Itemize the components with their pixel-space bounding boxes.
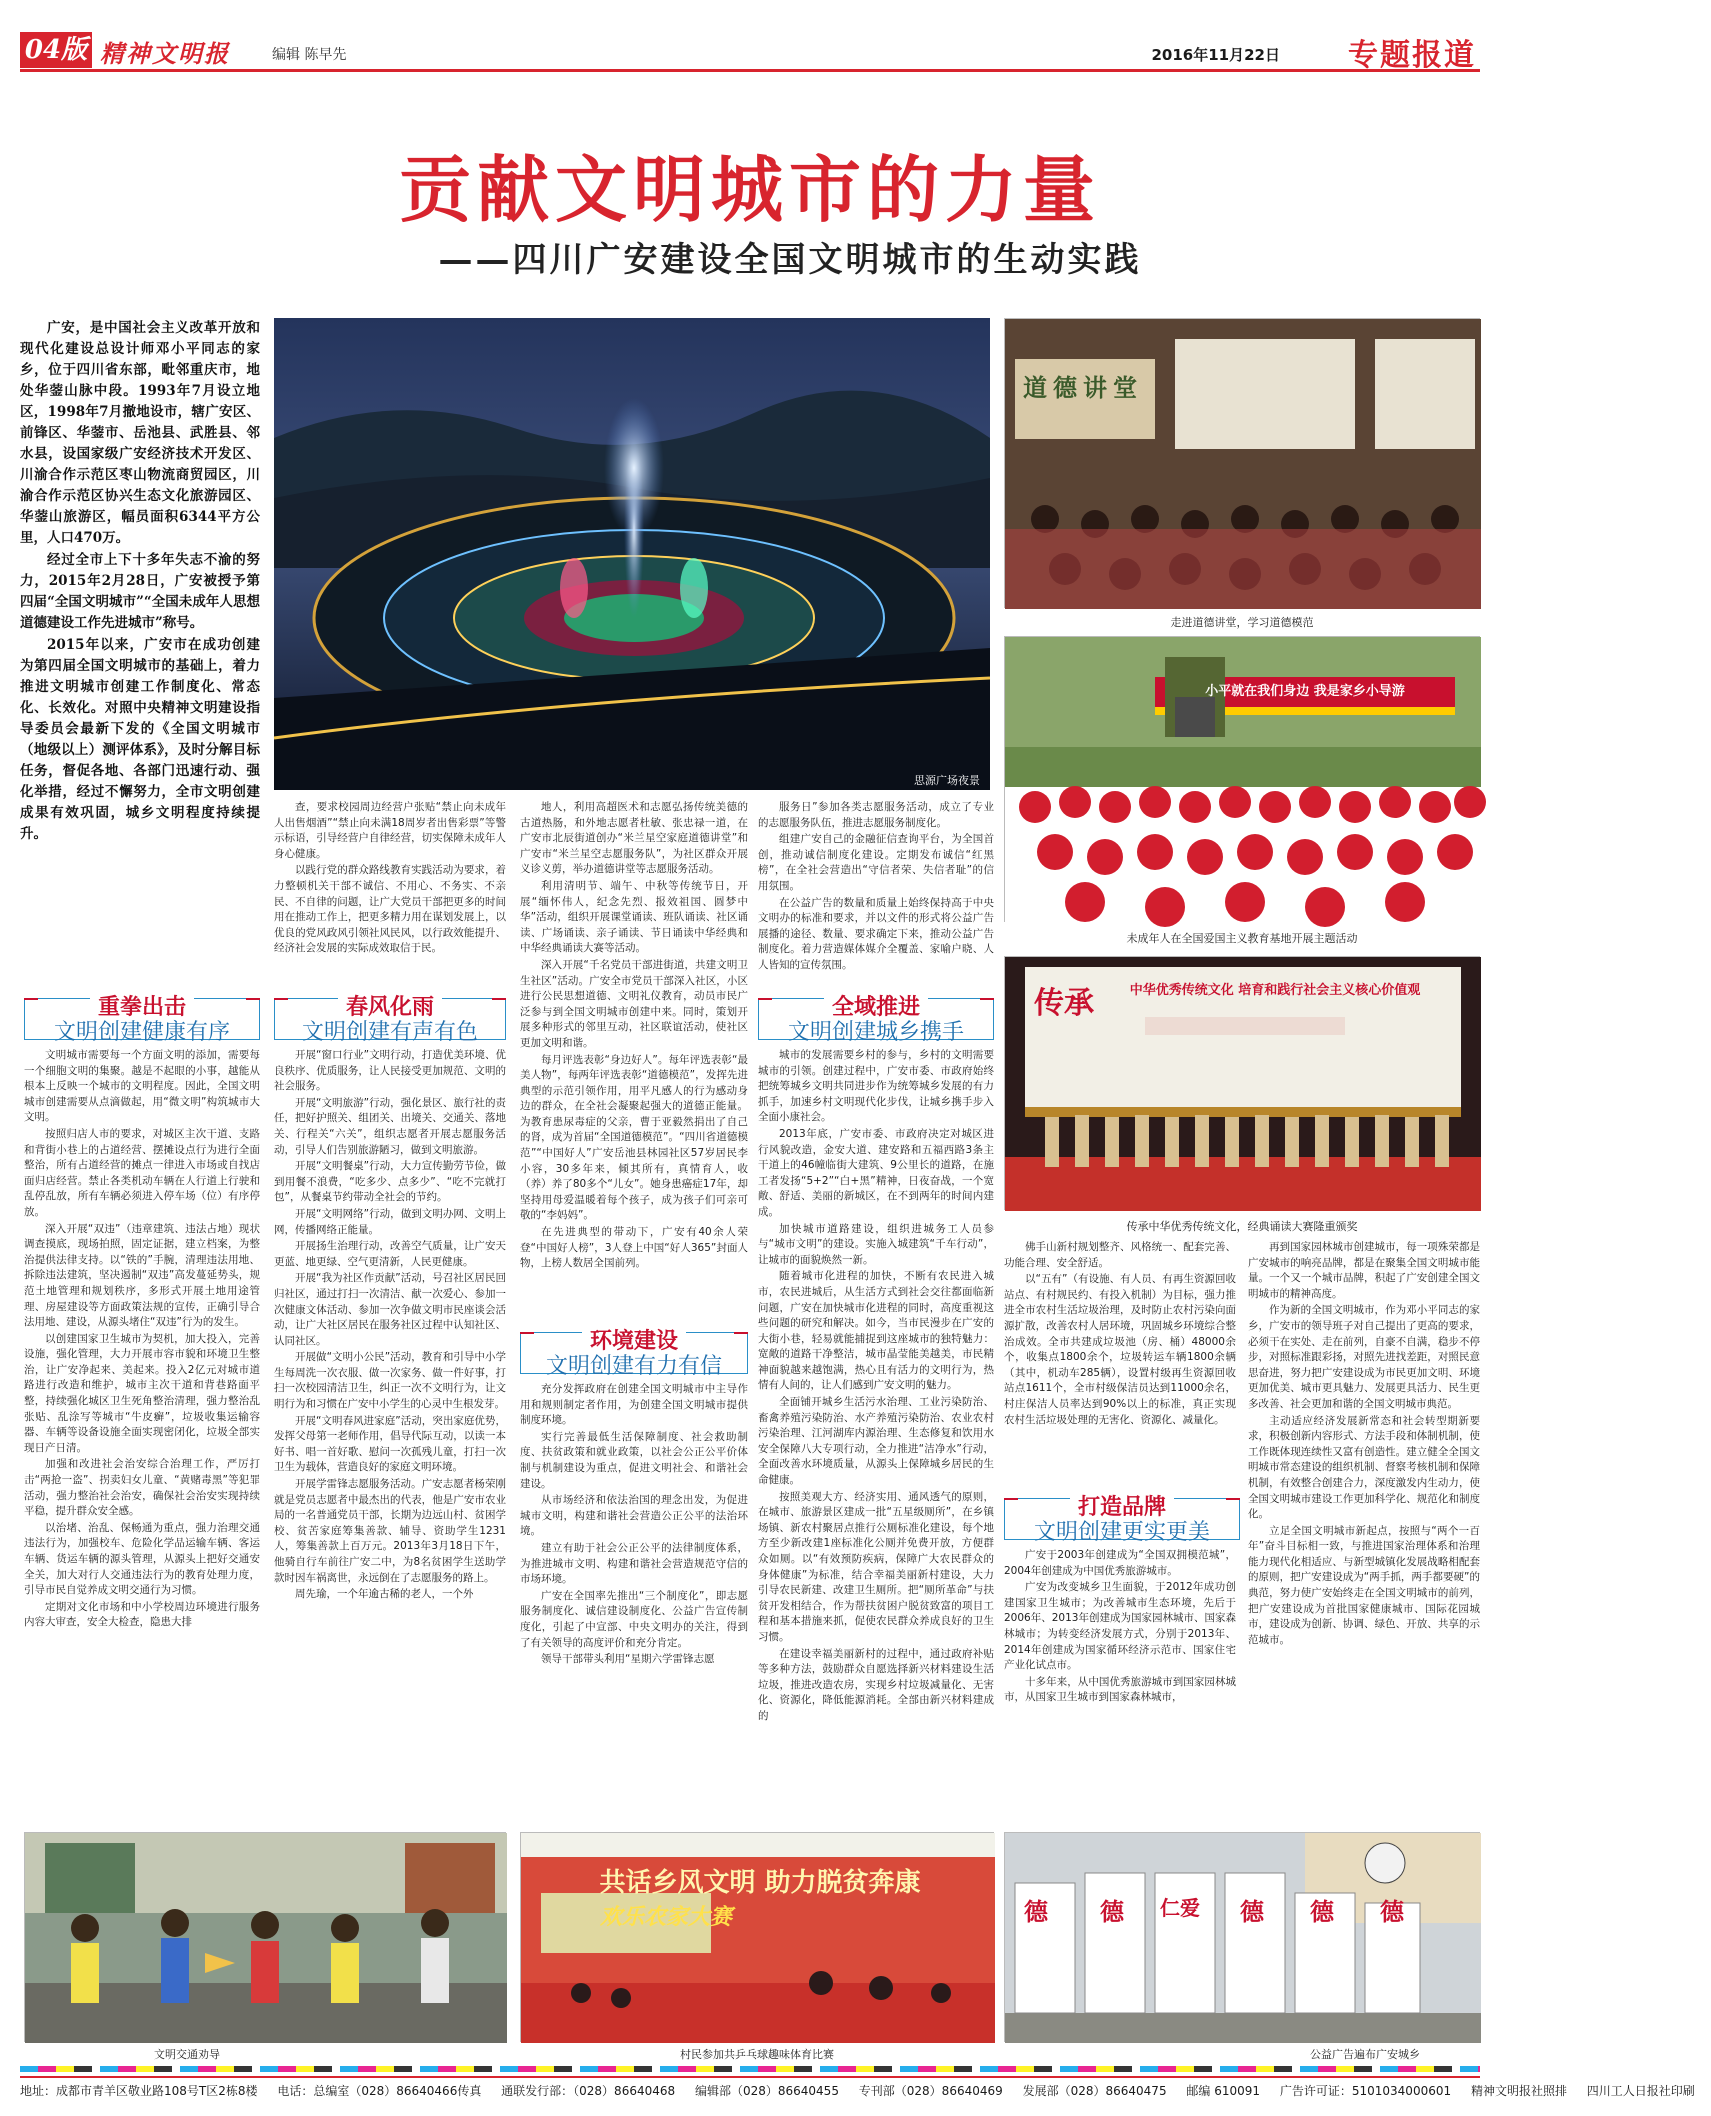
body-column (520, 800, 748, 1322)
fountain-night-photo (274, 318, 990, 790)
body-column (1004, 1240, 1236, 1490)
paragraph: 查，要求校园周边经营户张贴“禁止向未成年人出售烟酒”“禁止向未满18周岁者出售彩票”等警示标语，引导经营户自律经营，切实保障未成年人身心健康。 (274, 801, 506, 860)
poster-word: 德 (1380, 1898, 1404, 1926)
section-header (1004, 1494, 1240, 1545)
paragraph: 佛手山新村规划整齐、风格统一、配套完善、功能合理、安全舒适。 (1004, 1241, 1236, 1269)
body-column (520, 1382, 748, 1822)
paragraph: 开展“文明旅游”行动，强化景区、旅行社的责任，把好护照关、组团关、出境关、交通关、落地关、行程关“六关”，组织志愿者开展志愿服务活动，引导人们告别旅游陋习，做到文明旅游。 (274, 1096, 506, 1156)
paragraph: 从市场经济和依法治国的理念出发，为促进城市文明，构建和谐社会营造公正公平的法治环境。 (520, 1494, 748, 1538)
moral-lecture-banner: 道德讲堂 (1023, 373, 1143, 402)
registration-color-bar (20, 2066, 1480, 2072)
body-column (274, 800, 506, 990)
village-caption: 村民参加共乒乓球趣味体育比赛 (680, 2048, 834, 2061)
paragraph: 开展学雷锋志愿服务活动。广安志愿者杨荣刚就是党员志愿者中最杰出的代表，他是广安市农业局的一名普通党员干部，长期为边远山村、贫困学校、贫苦家庭筹集善款、辅导、资助学生1231人，筹集善款上百万元。2013年3月18日下午，他骑自行车前往广安二中，为8名贫困学生送助学款时因车祸离世，永远倒在了志愿服务的路上。 (274, 1478, 506, 1584)
poster-word: 德 (1240, 1898, 1264, 1926)
paragraph: 加快城市道路建设，组织进城务工人员参与“城市文明”的建设。实施入城建筑“千车行动”，让城市的面貌焕然一新。 (758, 1222, 994, 1266)
poster-word: 德 (1024, 1898, 1048, 1926)
footer-development: 发展部（028）86640475 (1022, 2084, 1167, 2098)
village-banner: 共话乡风文明 助力脱贫奔康 (599, 1868, 921, 1898)
intro-paragraph: 2015年以来，广安市在成功创建为第四届全国文明城市的基础上，着力推进文明城市创建工作制度化、常态化、长效化。对照中央精神文明建设指导委员会最新下发的《全国文明城市（地级以上）测评体系》，及时分解目标任务，督促各地、各部门迅速行动、强化举措，经过不懈努力，全市文明创建成果有效巩固，城乡文明程度持续提升。 (20, 637, 260, 842)
paragraph: 在建设幸福美丽新村的过程中，通过政府补贴等多种方法，鼓励群众自愿选择新兴材料建设生活垃圾，推进改造农房，实现乡村垃圾减量化、无害化、资源化，降低能源消耗。全部由新兴材料建成的 (758, 1647, 994, 1722)
paragraph: 作为新的全国文明城市，作为邓小平同志的家乡，广安市的领导班子对自己提出了更高的要求，必须干在实处、走在前列，自豪不自满，稳步不停步，对照标准跟彩扬，对照先进找差距，对照民意思奋进，努力把广安建设成为市民更加文明、环境更加优美、城市更具魅力、发展更具活力、民生更多改善、社会更加和谐的全国文明城市典范。 (1248, 1304, 1480, 1410)
paragraph: 开展做“文明小公民”活动，教育和引导中小学生每周洗一次衣服、做一次家务、做一件好事，打扫一次校园清洁卫生，纠正一次不文明行为，让文明行为和习惯在广安中小学生的心灵中生根发芽。 (274, 1351, 506, 1411)
section-subtitle: 文明创建有声有色 (301, 1020, 478, 1045)
masthead (20, 28, 1480, 72)
stage-award-caption: 传承中华优秀传统文化，经典诵读大赛隆重颁奖 (1126, 1220, 1358, 1233)
paragraph: 领导干部带头利用“星期六学雷锋志愿 (541, 1653, 715, 1666)
paragraph: 广安于2003年创建成为“全国双拥模范城”，2004年创建成为中国优秀旅游城市。 (1004, 1549, 1236, 1577)
paragraph: 实行完善最低生活保障制度、社会救助制度、扶贫政策和就业政策，以社会公正公平价体制与机制建设为重点，促进文明社会、和谐社会建设。 (520, 1430, 748, 1490)
paragraph: 充分发挥政府在创建全国文明城市中主导作用和规则制定者作用，为创建全国文明城市提供制度环境。 (520, 1383, 748, 1427)
paper-name: 精神文明报 (100, 39, 230, 68)
body-column (1248, 1240, 1480, 1822)
paragraph: 随着城市化进程的加快，不断有农民进入城市，农民进城后，从生活方式到社会交往都面临新问题，广安在加快城市化进程的同时，高度重视这些问题的研究和解决。如今，当市民漫步在广安的大街小巷，轻易就能捕捉到这座城市的独特魅力：宽敞的道路干净整洁，城市晶莹能美越美，市民精神面貌越来越饱满，热心且有活力的文明行为，热情有人间的，让人们感到广安文明的魅力。 (758, 1270, 994, 1392)
intro-paragraph: 广安，是中国社会主义改革开放和现代化建设总设计师邓小平同志的家乡，位于四川省东部，毗邻重庆市，地处华蓥山脉中段。1993年7月设立地区，1998年7月撤地设市，辖广安区、前锋区、华蓥市、岳池县、武胜县、邻水县，设国家级广安经济技术开发区、川渝合作示范区枣山物流商贸园区，川渝合作示范区协兴生态文化旅游园区、华蓥山旅游区，幅员面积6344平方公里，人口470万。 (20, 320, 260, 546)
footer-postcode: 邮编 610091 (1186, 2084, 1261, 2098)
section-header (274, 994, 506, 1045)
section-title: 打造品牌 (1070, 1495, 1174, 1519)
paragraph: 2013年底，广安市委、市政府决定对城区进行风貌改造，金安大道、建安路和五福西路3条主干道上的46幢临街大建筑、9公里长的道路，在施工者发扬“5+2”“白+黑”精神，日夜奋战，一个宽敞、舒适、美丽的新城区，在不到两年的时间内建成。 (758, 1127, 994, 1218)
traffic-illustration (25, 1833, 507, 2043)
footer-ad-license: 广告许可证：5101034000601 (1279, 2084, 1452, 2098)
posters-illustration (1005, 1833, 1481, 2043)
footer-phone: 电话：总编室（028）86640466传真 (277, 2084, 482, 2098)
paragraph: 组建广安自己的金融征信查询平台，为全国首创，推动诚信制度化建设。定期发布诚信“红黑榜”，在全社会营造出“守信者荣、失信者耻”的信用氛围。 (758, 833, 994, 892)
paragraph: 以践行党的群众路线教育实践活动为要求，着力整顿机关干部不诚信、不用心、不务实、不亲民、不自律的问题，让广大党员干部把更多的时间用在推动工作上，把更多精力用在谋划发展上，以优良的党风政风引领社风民风，以行政效能提升、经济社会发展的实际成效取信于民。 (274, 864, 506, 955)
footer-editorial: 编辑部（028）86640455 (694, 2084, 839, 2098)
paragraph: 利用清明节、端午、中秋等传统节日，开展“缅怀伟人，纪念先烈、报效祖国、圆梦中华”活动，组织开展课堂诵读、班队诵读、社区诵读、广场诵读、亲子诵读、节日诵读中华经典和中华经典诵读大赛等活动。 (520, 879, 748, 955)
section-title: 环境建设 (582, 1329, 686, 1353)
paragraph: 建立有助于社会公正公平的法律制度体系，为推进城市文明、构建和谐社会营造规范守信的市场环境。 (520, 1541, 748, 1586)
section-subtitle: 文明创建城乡携手 (787, 1020, 964, 1045)
paragraph: 开展“文明春风进家庭”活动，突出家庭优势，发挥父母第一老师作用，倡导代际互动，以读一本好书、唱一首好歌、慰问一次孤残儿童，打扫一次卫生为载体，营造良好的家庭文明环境。 (274, 1414, 506, 1474)
paragraph: 定期对文化市场和中小学校周边环境进行服务内容大审查，安全大检查，隐患大排 (24, 1600, 260, 1629)
paragraph: 开展“文明餐桌”行动，大力宣传勤劳节俭，做到用餐不浪费，“吃多少、点多少”、“吃不完就打包”，从餐桌节约带动全社会的节约。 (274, 1160, 506, 1204)
body-column (274, 1048, 506, 1822)
sub-headline: ——四川广安建设全国文明城市的生动实践 (438, 240, 1142, 280)
stage-banner-small: 中华优秀传统文化 培育和践行社会主义核心价值观 (1129, 983, 1421, 998)
footer-printing: 四川工人日报社印刷 (1586, 2084, 1695, 2098)
paragraph: 广安为改变城乡卫生面貌，于2012年成功创建国家卫生城市；为改善城市生态环境，先后于2006年、2013年创建成为国家园林城市、国家森林城市；为转变经济发展方式，分别于2013年、2014年创建成为国家循环经济示范市、国家住宅产业化试点市。 (1004, 1581, 1236, 1672)
main-headline: 贡献文明城市的力量 (398, 147, 1101, 232)
fountain-caption: 思源广场夜景 (914, 774, 980, 787)
footer-address: 地址：成都市青羊区敬业路108号T区2栋8楼 (20, 2084, 258, 2098)
village-banner-2: 欢乐农家大赛 (600, 1904, 733, 1930)
paragraph: 全面铺开城乡生活污水治理、工业污染防治、畜禽养殖污染防治、水产养殖污染防治、农业农村污染治理、江河湖库内源治理、生态修复和饮用水安全保障八大专项行动，全力推进“洁净水”行动，全面改善水环境质量，从源头上保障城乡居民的生命健康。 (758, 1396, 994, 1487)
paragraph: 开展“文明网络”行动，做到文明办网、文明上网，传播网络正能量。 (274, 1207, 506, 1236)
moral-lecture-illustration (1005, 319, 1481, 609)
paragraph: 开展“窗口行业”文明行动，打造优美环境、优良秩序、优质服务，让人民接受更加规范、文明的社会服务。 (274, 1049, 506, 1093)
footer-special: 专刊部（028）86640469 (858, 2084, 1003, 2098)
paragraph: 以治堵、治乱、保畅通为重点，强力治理交通违法行为，加强校车、危险化学品运输车辆、客运车辆、货运车辆的源头管理，从源头上把好交通安全关，加大对行人交通违法行为的教育处理力度，引导市民自觉养成文明交通行为习惯。 (24, 1521, 260, 1597)
paragraph: 在先进典型的带动下，广安有40余人荣登“中国好人榜”，3人登上中国“好人365”封面人物，上榜人数居全国前列。 (520, 1226, 748, 1270)
paragraph: 深入开展“双违”（违章建筑、违法占地）现状调查摸底，现场拍照，固定证据，建立档案，为整治提供法律支持。以“铁的”手腕，清理违法用地、拆除违法建筑，坚决遏制“双违”高发蔓延势头，规范土地管理和规划秩序，多形式开展土地用途管理、房屋建设等方面政策法规的宣传，正确引导合法用地、建设，从源头堵住“双违”行为的发生。 (24, 1222, 260, 1329)
poster-word: 德 (1100, 1898, 1124, 1926)
paragraph: 立足全国文明城市新起点，按照与“两个一百年”奋斗目标相一致，与推进国家治理体系和治理能力现代化相适应、与新型城镇化发展战略相配套的原则，把广安建设成为“两手抓，两手都要硬”的典范，努力使广安始终走在全国文明城市的前列，把广安建设成为首批国家健康城市、国际花园城市，建设成为创新、协调、绿色、开放、共享的示范城市。 (1248, 1524, 1480, 1646)
stage-banner-big: 传承 (1034, 986, 1094, 1021)
section-header (758, 994, 994, 1045)
intro-column (20, 318, 260, 968)
section-subtitle: 文明创建更实更美 (1033, 1520, 1210, 1545)
pioneers-photo (1004, 636, 1480, 922)
editor-credit: 编辑 陈早先 (272, 47, 347, 63)
paragraph: 按照美观大方、经济实用、通风透气的原则，在城市、旅游景区建成一批“五星级厕所”，在乡镇场镇、新农村聚居点推行公厕标准化建设，每个地方至少新改建1座标准化公厕并免费开放，方便群众如厕。以“有效预防疾病，保障广大农民群众的身体健康”为标准，结合幸福美丽新村建设，大力引导农民新建、改建卫生厕所。把“厕所革命”与扶贫开发相结合，作为帮扶贫困户脱贫致富的项目工程和基本措施来抓，促使农民群众养成良好的卫生习惯。 (758, 1490, 994, 1643)
section-header (520, 1328, 748, 1379)
section-title: 重拳出击 (90, 995, 194, 1019)
paragraph: 周先瑜，一个年逾古稀的老人，一个外 (295, 1588, 474, 1601)
body-column (24, 1048, 260, 1828)
paragraph: 再到国家园林城市创建城市，每一项殊荣都是广安城市的响亮品牌，都是在聚集全国文明城市能量。一个又一个城市品牌，积起了广安创建全国文明城市的精神高度。 (1248, 1241, 1480, 1300)
paragraph: 城市的发展需要乡村的参与，乡村的文明需要城市的引领。创建过程中，广安市委、市政府始终把统筹城乡文明共同进步作为统筹城乡发展的有力抓手，加速乡村文明现代化步伐，让城乡携手步入全面小康社会。 (758, 1049, 994, 1124)
publication-date: 2016年11月22日 (1151, 46, 1280, 64)
fountain-night-illustration (274, 318, 990, 790)
paragraph: 地人，利用高超医术和志愿弘扬传统美德的古道热肠，和外地志愿者杜敏、张忠禄一道，在广安市北辰街道创办“米兰星空家庭道德讲堂”和广安市“米兰星空志愿服务队”，为社区群众开展义诊义剪，举办道德讲堂等志愿服务活动。 (520, 801, 748, 876)
section-subtitle: 文明创建有力有信 (545, 1354, 722, 1379)
section-subtitle: 文明创建健康有序 (53, 1020, 230, 1045)
paragraph: 加强和改进社会治安综合治理工作，严厉打击“两抢一盗”、拐卖妇女儿童、“黄赌毒黑”等犯罪活动，强力整治社会治安，确保社会治安实现持续平稳，提升群众安全感。 (24, 1458, 260, 1518)
paragraph: 十多年来，从中国优秀旅游城市到国家园林城市，从国家卫生城市到国家森林城市， (1004, 1675, 1236, 1704)
posters-photo (1004, 1832, 1480, 2042)
paragraph: 广安在全国率先推出“三个制度化”，即志愿服务制度化、诚信建设制度化、公益广告宣传制度化，引起了中宣部、中央文明办的关注，得到了有关领导的高度评价和充分肯定。 (520, 1589, 748, 1649)
traffic-caption: 文明交通劝导 (154, 2048, 220, 2061)
section-title: 全域推进 (824, 995, 928, 1019)
paragraph: 文明城市需要每一个方面文明的添加，需要每一个细胞文明的集聚。越是不起眼的小事，越能从根本上反映一个城市的文明程度。因此，全国文明城市创建需要从点滴做起，用“微文明”构筑城市大文明。 (24, 1049, 260, 1124)
pioneers-banner: 小平就在我们身边 我是家乡小导游 (1205, 684, 1405, 699)
paragraph: 开展扬生治理行动，改善空气质量，让广安天更蓝、地更绿、空气更清新，人民更健康。 (274, 1240, 506, 1268)
footer-distribution: 通联发行部：（028）86640468 (501, 2084, 676, 2098)
poster-word-row (1014, 1892, 1434, 1932)
page-badge: 04版 (20, 32, 92, 68)
posters-caption: 公益广告遍布广安城乡 (1310, 2048, 1420, 2061)
body-column (1004, 1548, 1236, 1822)
paragraph: 深入开展“千名党员干部进街道，共建文明卫生社区”活动。广安全市党员干部深入社区，小区进行公民思想道德、文明礼仪教育，动员市民广泛参与到全国文明城市创建中来。同时，策划开展多种形式的邻里互动，社区联谊活动，使社区更加文明和谐。 (520, 958, 748, 1049)
poster-word: 德 (1310, 1898, 1334, 1926)
paragraph: 每月评选表彰“身边好人”。每年评选表彰“最美人物”，每两年评选表彰“道德模范”，发挥先进典型的示范引领作用，用平凡感人的行为感动身边的群众，在全社会凝聚起强大的道德正能量。为教育患尿毒症的父亲，曹于亚毅然捐出了自己的肾，成为首届“全国道德模范”。“四川省道德模范”“中国好人”广安岳池县林园社区57岁居民李小容，30多年来，倾其所有，真情育人，收（养）养了80多个“儿女”。她身患癌症17年，却坚持用母爱温暖着每个孩子，成为孩子们可亲可敬的“李妈妈”。 (520, 1053, 748, 1222)
body-column (758, 800, 994, 990)
footer-typesetting: 精神文明报社照排 (1470, 2084, 1567, 2098)
intro-paragraph: 经过全市上下十多年失志不渝的努力，2015年2月28日，广安被授予第四届“全国文明城市”“全国未成年人思想道德建设工作先进城市”称号。 (20, 552, 260, 631)
paragraph: 在公益广告的数量和质量上始终保持高于中央文明办的标准和要求，并以文件的形式将公益广告展播的途径、数量、要求确定下来，推动公益广告制度化。着力营造媒体媒介全覆盖、家喻户晓、人人皆知的宣传氛围。 (758, 896, 994, 971)
paragraph: 服务日”参加各类志愿服务活动，成立了专业的志愿服务队伍，推进志愿服务制度化。 (758, 801, 994, 829)
pioneers-caption: 未成年人在全国爱国主义教育基地开展主题活动 (1126, 932, 1358, 945)
section-title: 春风化雨 (338, 995, 442, 1019)
paragraph: 开展“我为社区作贡献”活动，号召社区居民回归社区，通过打扫一次清洁、献一次爱心、参加一次健康文体活动、参加一次争做文明市民座谈会活动，让广大社区居民在服务社区过程中认知社区、认同社区。 (274, 1272, 506, 1347)
paragraph: 按照归店人市的要求，对城区主次干道、支路和背街小巷上的占道经营、摆摊设点行为进行全面整治，所有占道经营的摊点一律进入市场或自找店面归店经营。禁止各类机动车辆在人行道上行驶和乱停乱放，所有车辆必须进入停车场（位）有序停放。 (24, 1127, 260, 1218)
footer-info (20, 2076, 1695, 2106)
paragraph: 以“五有”（有设施、有人员、有再生资源回收站点、有村规民约、有投入机制）为目标，强力推进全市农村生活垃圾治理，及时防止农村污染向面源扩散，改善农村人居环境，巩固城乡环境综合整治成效。全市共建成垃圾池（房、桶）48000余个，收集点1800余个，垃圾转运车辆1800余辆（其中，机动车285辆），设置村级再生资源回收站点1611个，全市村级保洁员达到11000余名，村庄保洁人员率达到90%以上的标准，真正实现农村生活垃圾处理的无害化、资源化、减量化。 (1004, 1273, 1236, 1426)
section-header (24, 994, 260, 1045)
traffic-photo (24, 1832, 506, 2042)
paragraph: 以创建国家卫生城市为契机，加大投入，完善设施，强化管理，大力开展市容市貌和环境卫生整治，让广安净起来、美起来。投入2亿元对城市道路进行改造和维护，城市主次干道和背巷路面平整，持续强化城区卫生死角整治清理，强力整治乱张贴、乱涂写等城市“牛皮癣”，垃圾收集运输容器、车辆等设备设施全面实现密闭化，垃圾全部实现日产日清。 (24, 1332, 260, 1454)
paragraph: 主动适应经济发展新常态和社会转型期新要求，积极创新内容形式、方法手段和体制机制，使工作既体现连续性又富有创造性。建立健全全国文明城市常态建设的组织机制、督察考核机制和保障机制，有效整合创建合力，深度激发内生动力，使全国文明城市建设工作更加科学化、规范化和制度化。 (1248, 1414, 1480, 1521)
section-name: 专题报道 (1348, 38, 1476, 73)
body-column (758, 1048, 994, 1822)
poster-word: 仁爱 (1160, 1896, 1200, 1920)
moral-lecture-caption: 走进道德讲堂，学习道德模范 (1170, 616, 1314, 629)
moral-lecture-photo (1004, 318, 1480, 608)
